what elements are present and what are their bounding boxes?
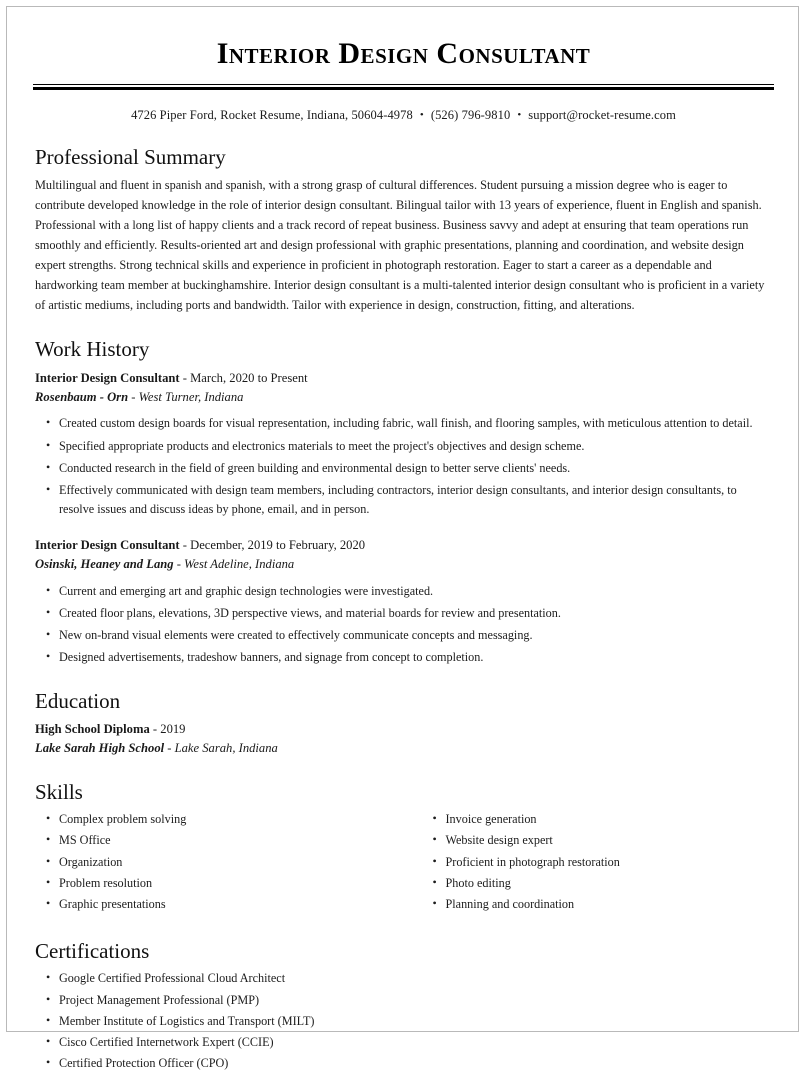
work-history-entry	[33, 536, 774, 667]
job-dates: March, 2020 to Present	[190, 370, 308, 385]
list-item: • Problem resolution	[33, 875, 404, 893]
list-item: • Complex problem solving	[33, 811, 404, 829]
section-education	[33, 689, 774, 758]
job-company: Osinski, Heaney and Lang	[35, 556, 174, 571]
list-item: • Proficient in photograph restoration	[420, 854, 775, 872]
list-item: • Created custom design boards for visual representation, including fabric, wall finish, and flooring samples, with meticulous attention to detail.	[33, 414, 774, 433]
list-item: • Project Management Professional (PMP)	[33, 992, 774, 1010]
list-item: • Graphic presentations	[33, 896, 404, 914]
divider-thick-line	[33, 87, 774, 90]
list-item: • New on-brand visual elements were created to effectively communicate concepts and messaging.	[33, 626, 774, 645]
job-bullet-list	[33, 414, 774, 518]
job-title-line	[35, 536, 774, 555]
work-history-entry	[33, 369, 774, 519]
list-item: • Organization	[33, 854, 404, 872]
skills-column-right	[404, 811, 775, 917]
section-skills	[33, 780, 774, 917]
job-bullet-list	[33, 582, 774, 668]
job-title: Interior Design Consultant	[35, 537, 180, 552]
list-item: • Member Institute of Logistics and Transport (MILT)	[33, 1013, 774, 1031]
skills-list-left	[33, 811, 404, 913]
section-heading-work-history: Work History	[35, 337, 150, 362]
job-company-line	[35, 555, 774, 574]
resume-page	[6, 6, 799, 1071]
job-dash: -	[179, 370, 191, 385]
list-item: • Website design expert	[420, 832, 775, 850]
page-title: Interior Design Consultant	[216, 37, 591, 70]
list-item: • Planning and coordination	[420, 896, 775, 914]
education-dash-2: -	[164, 741, 175, 756]
resume-content	[33, 19, 774, 1076]
list-item: • Effectively communicated with design team members, including contractors, interior design consultants, and interior design consultants, to resolve issues and discuss ideas by phone, email, and in person.	[33, 481, 774, 519]
certifications-list	[33, 970, 774, 1072]
section-work-history	[33, 337, 774, 667]
list-item: • Photo editing	[420, 875, 775, 893]
section-heading-certifications: Certifications	[35, 939, 150, 964]
skills-columns	[33, 811, 774, 917]
job-location: West Turner, Indiana	[138, 389, 244, 404]
education-degree: High School Diploma	[35, 722, 150, 737]
skills-column-left	[33, 811, 404, 917]
section-heading-education: Education	[35, 689, 121, 714]
contact-separator-2: •	[517, 109, 522, 121]
contact-address: 4726 Piper Ford, Rocket Resume, Indiana, 50604-4978	[131, 108, 413, 122]
list-item: • MS Office	[33, 832, 404, 850]
job-company: Rosenbaum - Orn	[35, 389, 129, 404]
education-school-line	[35, 739, 774, 758]
education-school: Lake Sarah High School	[35, 741, 165, 756]
list-item: • Designed advertisements, tradeshow banners, and signage from concept to completion.	[33, 648, 774, 667]
contact-info	[33, 108, 774, 123]
section-heading-summary: Professional Summary	[35, 145, 226, 169]
education-dash: -	[149, 722, 161, 737]
job-dash: -	[179, 537, 191, 552]
list-item: • Google Certified Professional Cloud Architect	[33, 970, 774, 988]
section-certifications	[33, 939, 774, 1073]
contact-separator-1: •	[419, 109, 424, 121]
section-professional-summary	[33, 145, 774, 315]
job-dash-2: -	[173, 556, 185, 571]
education-location: Lake Sarah, Indiana	[174, 741, 278, 756]
resume-header	[33, 37, 774, 123]
section-heading-skills: Skills	[35, 780, 83, 805]
header-divider	[33, 84, 774, 90]
education-degree-line	[35, 720, 774, 739]
job-location: West Adeline, Indiana	[184, 556, 295, 571]
job-company-line	[35, 388, 774, 407]
job-dash-2: -	[128, 389, 139, 404]
job-dates: December, 2019 to February, 2020	[190, 537, 366, 552]
contact-phone: (526) 796-9810	[430, 108, 511, 122]
list-item: • Certified Protection Officer (CPO)	[33, 1055, 774, 1073]
job-title: Interior Design Consultant	[35, 370, 180, 385]
list-item: • Cisco Certified Internetwork Expert (CCIE)	[33, 1034, 774, 1052]
contact-email: support@rocket-resume.com	[528, 108, 676, 122]
job-title-line	[35, 369, 774, 388]
list-item: • Conducted research in the field of green building and environmental design to better serve clients' needs.	[33, 459, 774, 478]
skills-list-right	[420, 811, 775, 913]
list-item: • Invoice generation	[420, 811, 775, 829]
list-item: • Specified appropriate products and electronics materials to meet the project's objectives and design scheme.	[33, 437, 774, 456]
list-item: • Current and emerging art and graphic design technologies were investigated.	[33, 582, 774, 601]
summary-paragraph: Multilingual and fluent in spanish and spanish, with a strong grasp of cultural differences. Student pursuing a mission degree who is eager to contribute developed knowledge in the role of interior design consultant. Bilingual tailor with 13 years of experience, fluent in English and spanish. Professional with a long list of happy clients and a track record of repeat business. Business savvy and adept at ensuring that team operations run smoothly and efficiently. Results-oriented art and design professional with graphic presentations, planning and coordination, and website design expert strengths. Strong technical skills and experience in proficient in photograph restoration. Eager to start a career as a dependable and hardworking team member at buckinghamshire. Interior design consultant is a multi-talented interior design consultant who is proficient in a variety of artistic mediums, including ports and bandwidth. Tailor with experience in design, construction, fitting, and alterations.	[35, 178, 765, 312]
list-item: • Created floor plans, elevations, 3D perspective views, and material boards for review and presentation.	[33, 604, 774, 623]
education-year: 2019	[160, 722, 186, 737]
